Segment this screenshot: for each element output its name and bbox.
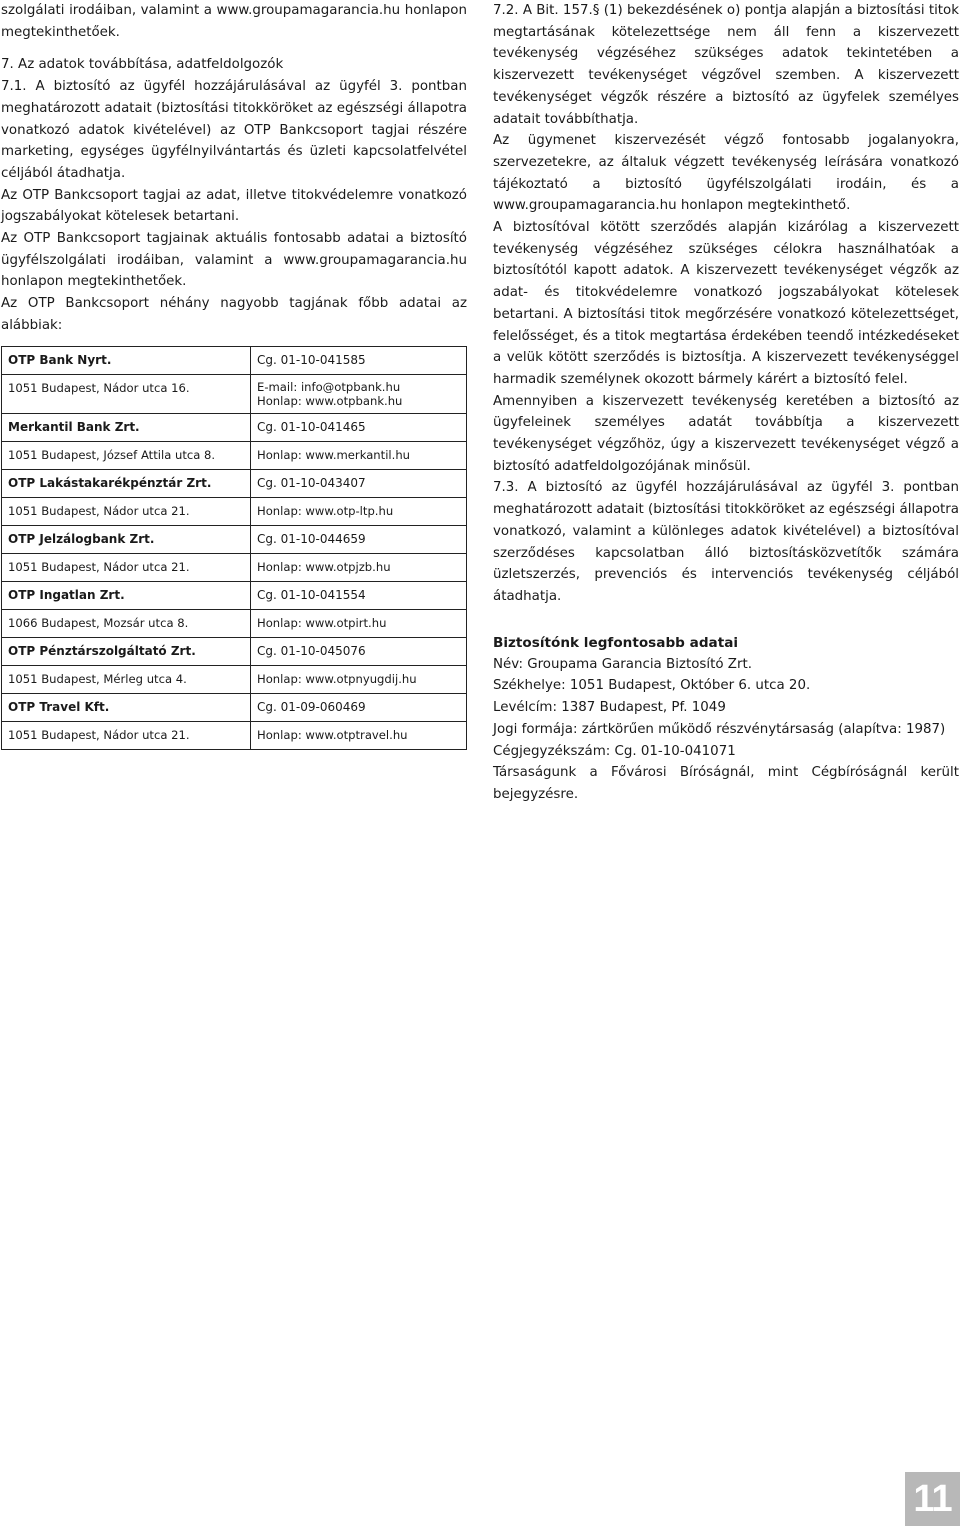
company-website: Honlap: www.otptravel.hu xyxy=(251,721,467,749)
insurer-registration: Cégjegyzékszám: Cg. 01-10-041071 xyxy=(493,743,736,759)
company-reg: Cg. 01-09-060469 xyxy=(251,693,467,721)
company-name: OTP Lakástakarékpénztár Zrt. xyxy=(2,469,251,497)
left-column xyxy=(1,0,467,750)
company-detail-row xyxy=(2,374,467,413)
company-address: 1066 Budapest, Mozsár utca 8. xyxy=(2,609,251,637)
company-website: Honlap: www.otp-ltp.hu xyxy=(251,497,467,525)
company-name: OTP Jelzálogbank Zrt. xyxy=(2,525,251,553)
insurer-court: Társaságunk a Fővárosi Bíróságnál, mint Cégbíróságnál került bejegyzésre. xyxy=(493,765,959,802)
company-row xyxy=(2,637,467,665)
company-row xyxy=(2,581,467,609)
paragraph-contract: A biztosítóval kötött szerződés alapján kizárólag a kiszervezett tevékenység végzéséhez szükséges célokra használhatóak a biztosítótól kapott adatok. A kiszervezett tevékenységet végzők az adat- és titokvédelemre vonatkozó jogszabályokat kötelesek betartani. A biztosítási titok megőrzésére vonatkozó kötelezettséget, felelősséget, és a titok megtartása érdekében teendő intézkedéseket a velük kötött szerződés is biztosítja. A kiszervezett tevékenységgel harmadik személynek okozott bármely kárért a biztosító felel. xyxy=(493,220,959,387)
company-address: 1051 Budapest, Nádor utca 21. xyxy=(2,721,251,749)
paragraph-7-2: 7.2. A Bit. 157.§ (1) bekezdésének o) pontja alapján a biztosítási titok megtartásának kötelezettsége nem áll fenn a kiszervezett tevékenység végzéséhez szükséges adatok tekintetében a kiszervezett tevékenységet végzővel szemben. A kiszervezett tevékenységet végzők részére a biztosító az ügyfelek személyes adatait továbbíthatja. xyxy=(493,3,959,127)
insurer-seat: Székhelye: 1051 Budapest, Október 6. utca 20. xyxy=(493,678,811,694)
company-detail-row xyxy=(2,665,467,693)
company-reg: Cg. 01-10-041554 xyxy=(251,581,467,609)
company-row xyxy=(2,413,467,441)
intro-line-end: megtekinthetőek. xyxy=(1,24,120,40)
company-reg: Cg. 01-10-044659 xyxy=(251,525,467,553)
company-detail-row xyxy=(2,553,467,581)
intro-line: szolgálati irodáiban, valamint a www.groupamagarancia.hu honlapon xyxy=(1,3,467,18)
insurer-legal-form: Jogi formája: zártkörűen működő részvénytársaság (alapítva: 1987) xyxy=(493,721,946,737)
company-detail-row xyxy=(2,721,467,749)
company-detail-row xyxy=(2,497,467,525)
insurer-info-title: Biztosítónk legfontosabb adatai xyxy=(493,634,739,651)
company-address: 1051 Budapest, József Attila utca 8. xyxy=(2,441,251,469)
company-email: E-mail: info@otpbank.hu xyxy=(257,379,401,394)
company-website: Honlap: www.otpbank.hu xyxy=(257,394,403,409)
company-address: 1051 Budapest, Nádor utca 21. xyxy=(2,497,251,525)
paragraph-transfer: Amennyiben a kiszervezett tevékenység keretében a biztosító az ügyfeleinek személyes adatát továbbítja a kiszervezett tevékenységet végzőhöz, úgy a kiszervezett tevékenységet végző a biztosító adatfeldolgozójának minősül. xyxy=(493,393,959,474)
company-address: 1051 Budapest, Nádor utca 16. xyxy=(2,374,251,413)
paragraph-list-intro: Az OTP Bankcsoport néhány nagyobb tagjának főbb adatai az alábbiak: xyxy=(1,296,467,333)
company-detail-row xyxy=(2,441,467,469)
company-website: Honlap: www.merkantil.hu xyxy=(251,441,467,469)
company-name: OTP Bank Nyrt. xyxy=(2,346,251,374)
paragraph-process: Az ügymenet kiszervezését végző fontosabb jogalanyokra, szervezetekre, az általuk végzett tevékenység leírására vonatkozó tájékoztató a biztosító ügyfélszolgálati irodáin, és a www.groupamagarancia.hu honlapon megtekinthető. xyxy=(493,133,959,214)
paragraph-obligation: Az OTP Bankcsoport tagjai az adat, illetve titokvédelemre vonatkozó jogszabályokat kötelesek betartani. xyxy=(1,187,467,225)
company-row xyxy=(2,469,467,497)
paragraph-7-3: 7.3. A biztosító az ügyfél hozzájárulásával az ügyfél 3. pontban meghatározott adatait (biztosítási titokköröket az egészségi állapotra vonatkozó, valamint a különleges adatok kivételével) a biztosítóval szerződéses kapcsolatban álló biztosításközvetítők számára üzletszerzés, prevenciós és intervenciós tevékenység céljából átadhatja. xyxy=(493,480,959,604)
company-row xyxy=(2,693,467,721)
company-reg: Cg. 01-10-041585 xyxy=(251,346,467,374)
paragraph-7-1: 7.1. A biztosító az ügyfél hozzájárulásával az ügyfél 3. pontban meghatározott adatait (biztosítási titokköröket az egészségi állapotra vonatkozó adatok kivételével) az OTP Bankcsoport tagjai részére marketing, egységes ügyfélnyilvántartás és üzleti kapcsolatfelvétel céljából átadhatja. xyxy=(1,79,467,181)
company-row xyxy=(2,346,467,374)
company-address: 1051 Budapest, Nádor utca 21. xyxy=(2,553,251,581)
company-reg: Cg. 01-10-041465 xyxy=(251,413,467,441)
company-name: OTP Ingatlan Zrt. xyxy=(2,581,251,609)
company-reg: Cg. 01-10-043407 xyxy=(251,469,467,497)
page-number: 11 xyxy=(905,1472,960,1526)
right-column xyxy=(493,0,959,806)
paragraph-current-data: Az OTP Bankcsoport tagjainak aktuális fontosabb adatai a biztosító ügyfélszolgálati irodáiban, valamint a www.groupamagarancia.hu honlapon megtekinthetőek. xyxy=(1,231,467,290)
section-title: 7. Az adatok továbbítása, adatfeldolgozók xyxy=(1,57,284,73)
company-reg: Cg. 01-10-045076 xyxy=(251,637,467,665)
insurer-name: Név: Groupama Garancia Biztosító Zrt. xyxy=(493,656,752,672)
company-detail-row xyxy=(2,609,467,637)
insurer-mail-address: Levélcím: 1387 Budapest, Pf. 1049 xyxy=(493,700,726,716)
company-name: OTP Pénztárszolgáltató Zrt. xyxy=(2,637,251,665)
company-website: Honlap: www.otpnyugdij.hu xyxy=(251,665,467,693)
company-contact xyxy=(251,374,467,413)
company-website: Honlap: www.otpjzb.hu xyxy=(251,553,467,581)
insurer-info xyxy=(493,632,959,806)
otp-companies-table xyxy=(1,346,467,750)
company-address: 1051 Budapest, Mérleg utca 4. xyxy=(2,665,251,693)
company-website: Honlap: www.otpirt.hu xyxy=(251,609,467,637)
company-name: OTP Travel Kft. xyxy=(2,693,251,721)
company-row xyxy=(2,525,467,553)
company-name: Merkantil Bank Zrt. xyxy=(2,413,251,441)
